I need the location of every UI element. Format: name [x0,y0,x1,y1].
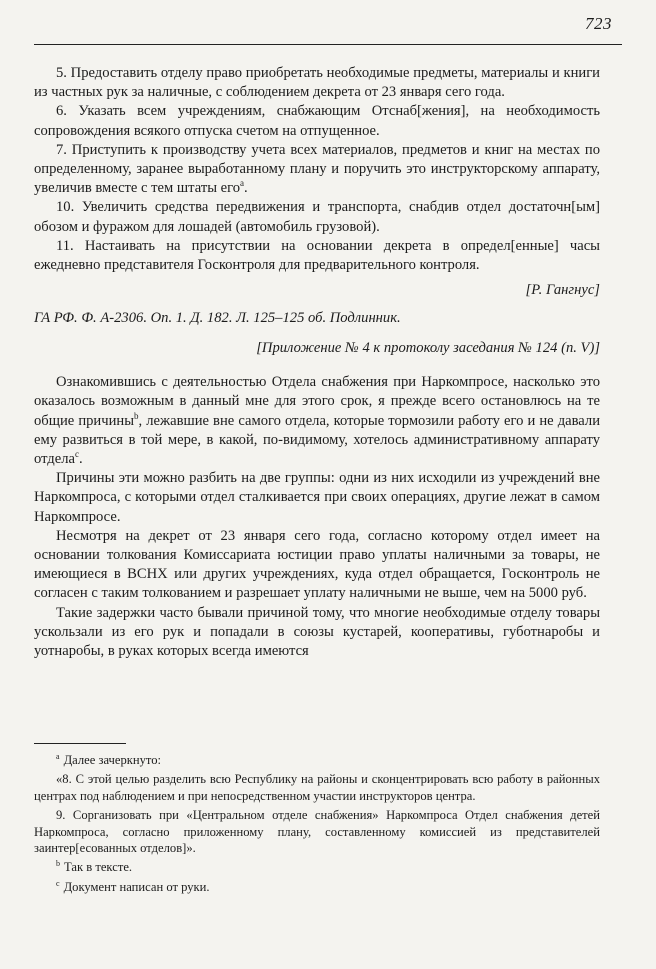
footnote-text: «8. С этой целью разделить всю Республику на районы и сконцентрировать всю работу в районных центрах под наблюдением и при непосредственном участии инструкторов центра. [34,772,600,803]
footnote-rule [34,743,126,744]
paragraph-item-7 [34,141,600,199]
body-paragraph-1-part-c: . [78,451,83,468]
footnote-text: 9. Сорганизовать при «Центральном отделе снабжения» Наркомпроса Отдел снабжения детей Наркомпроса, согласно приложенному плану, составленному комиссией из представителей заинтер[есованных отделов]». [34,808,600,856]
paragraph-item-10: 10. Увеличить средства передвижения и транспорта, снабдив отдел достаточн[ым] обозом и фуражом для лошадей (автомобиль грузовой). [34,199,600,235]
body-paragraph-1-part-b: , лежавшие вне самого отдела, которые тормозили работу его и не давали ему развиться в той мере, в какой, по-видимому, хотелось административному аппарату отдела [34,412,601,468]
paragraph-item-6: 6. Указать всем учреждениям, снабжающим Отснаб[жения], на необходимость сопровождения всякого отпуска счетом на отпущенное. [34,103,600,139]
footnote-text: Так в тексте. [64,860,133,875]
paragraph-item-5: 5. Предоставить отделу право приобретать необходимые предметы, материалы и книги из частных рук за наличные, с соблюдением декрета от 23 января сего года. [34,65,600,101]
footnote-a-item-8 [34,771,600,804]
footnote-a [34,752,600,768]
main-text [34,64,600,661]
appendix-heading: [Приложение № 4 к протоколу заседания № 124 (п. V)] [256,340,600,357]
footnote-a-item-9 [34,807,600,856]
paragraph-item-11: 11. Настаивать на присутствии на основании декрета в определ[енные] часы ежедневно представителя Госконтроля для предварительного контроля. [34,237,600,274]
body-paragraph-2: Причины эти можно разбить на две группы: одни из них исходили из учреждений вне Наркомпроса, с которыми отдел сталкивается при своих операциях, другие лежат в самом Наркомпросе. [34,470,600,525]
header-rule [34,44,622,45]
footnote-mark: b [56,859,60,869]
footnote-b [34,859,600,875]
body-paragraph-3: Несмотря на декрет от 23 января сего года, согласно которому отдел имеет на основании толкования Комиссариата юстиции право уплаты наличными за товары, не имеющиеся в ВСНХ или других учреждениях, куда отдел обращается, Госконтроль не согласен с таким толкованием и разрешает уплату наличными не выше, чем на 5000 руб. [34,527,600,602]
footnotes [34,752,600,898]
signature: [Р. Гангнус] [525,282,600,299]
footnote-mark: c [56,878,60,888]
body-paragraph-1 [34,373,600,469]
footnote-text: Далее зачеркнуто: [63,753,162,767]
footnote-ref-a: a [240,178,245,189]
body-paragraph-4: Такие задержки часто бывали причиной тому, что многие необходимые отделу товары ускользали из его рук и попадали в союзы кустарей, кооперативы, губотнаробы и уотнаробы, в руках которых всегда имеются [34,604,600,660]
paragraph-item-7-tail: . [244,180,248,197]
paragraph-item-7-text: 7. Приступить к производству учета всех материалов, предметов и книг на местах по определенному, заранее выработанному плану и поручить это инструкторскому аппарату, увеличив вместе с тем штаты его [34,141,600,197]
footnote-c [34,879,600,895]
archive-reference: ГА РФ. Ф. А-2306. Оп. 1. Д. 182. Л. 125–125 об. Подлинник. [34,310,401,327]
page-number: 723 [585,14,612,33]
footnote-ref-b: b [134,410,139,421]
footnote-mark: a [56,751,60,761]
footnote-ref-c: c [74,449,79,460]
footnote-text: Документ написан от руки. [63,879,210,894]
body-paragraph-1-part-a: Ознакомившись с деятельностью Отдела снабжения при Наркомпросе, насколько это оказалось возможным в данный мне для этого срок, я прежде всего остановлюсь на те общие причины [34,374,600,429]
